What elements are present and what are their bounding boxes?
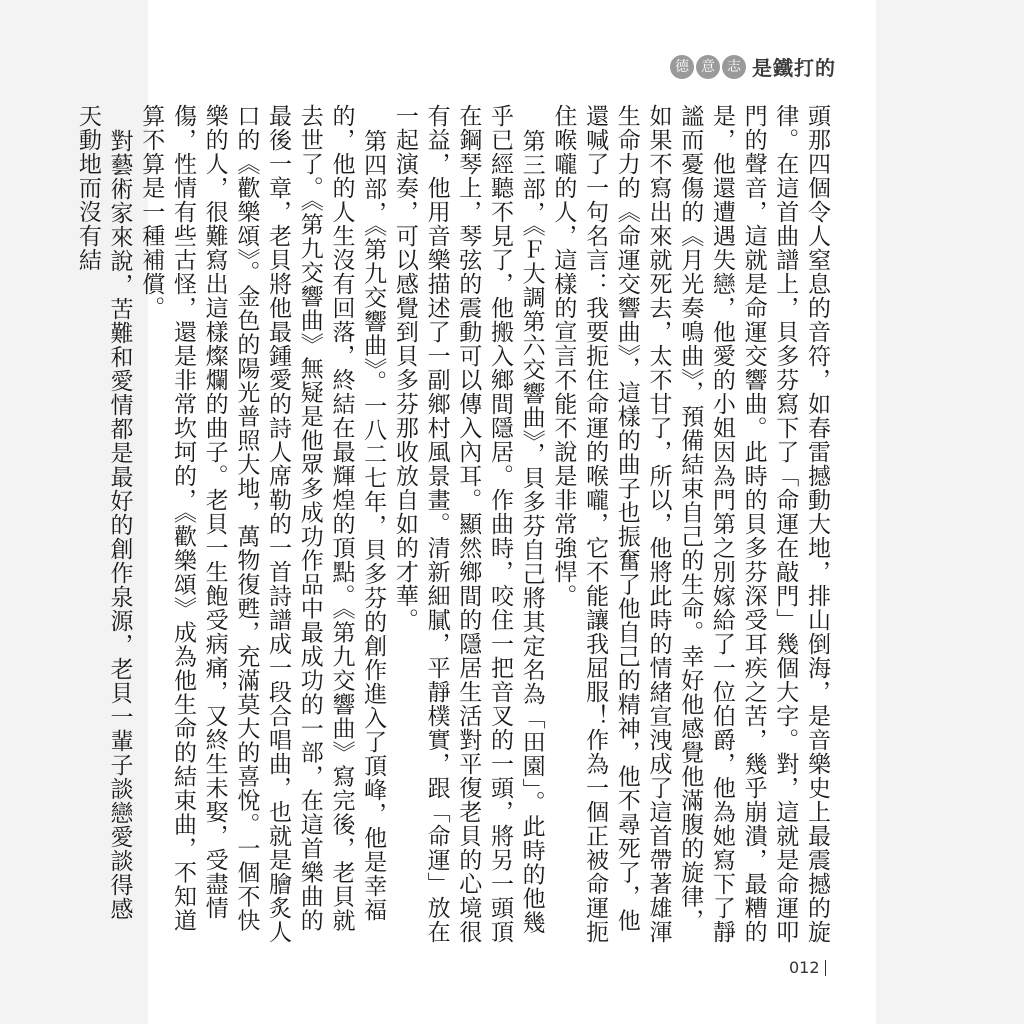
running-header: [670, 52, 836, 81]
paragraph-4: 對藝術家來說，苦難和愛情都是最好的創作泉源，老貝一輩子談戀愛談得感天動地而沒有結: [74, 104, 133, 922]
header-badge-2: 意: [696, 55, 720, 79]
header-badge-3: 志: [722, 55, 746, 79]
paragraph-2: 第三部，《Ｆ大調第六交響曲》，貝多芬自己將其定名為「田園」。此時的他幾乎已經聽不見了，他搬入鄉間隱居。作曲時，咬住一把音叉的一頭，將另一頭頂在鋼琴上，琴弦的震動可以傳入內耳。顯然鄉間的隱居生活對平復老貝的心境很有益，他用音樂描述了一副鄉村風景畫。清新細膩，平靜樸實，跟「命運」放在一起演奏，可以感覺到貝多芬那收放自如的才華。: [391, 104, 545, 944]
paragraph-3: 第四部，《第九交響曲》。一八二七年，貝多芬的創作進入了頂峰，他是幸福的，他的人生沒有回落，終結在最輝煌的頂點。《第九交響曲》寫完後，老貝就去世了。《第九交響曲》無疑是他眾多成功作品中最成功的一部，在這首樂曲的最後一章，老貝將他最鍾愛的詩人席勒的一首詩譜成一段合唱曲，也就是膾炙人口的《歡樂頌》。金色的陽光普照大地，萬物復甦，充滿莫大的喜悅。一個不快樂的人，很難寫出這樣燦爛的曲子。老貝一生飽受病痛，又終生未娶，受盡情傷，性情有些古怪，還是非常坎坷的，《歡樂頌》成為他生命的結束曲，不知道算不算是一種補償。: [138, 104, 387, 944]
header-badge-1: 德: [670, 55, 694, 79]
page-number-divider: [825, 960, 827, 976]
book-page: [74, 0, 876, 1024]
header-title-rest: 是鐵打的: [752, 56, 836, 80]
body-text: [74, 104, 832, 944]
page-number: [789, 958, 826, 977]
page-number-text: 012: [788, 958, 820, 977]
paragraph-1: 頭那四個令人窒息的音符，如春雷撼動大地，排山倒海，是音樂史上最震撼的旋律。在這首曲譜上，貝多芬寫下了「命運在敲門」幾個大字。對，這就是命運叩門的聲音，這就是命運交響曲。此時的貝多芬深受耳疾之苦，幾乎崩潰，最糟的是，他還遭遇失戀，他愛的小姐因為門第之別嫁給了一位伯爵，他為她寫下了靜謐而憂傷的《月光奏鳴曲》，預備結束自己的生命。幸好他感覺他滿腹的旋律，如果不寫出來就死去，太不甘了，所以，他將此時的情緒宣洩成了這首帶著雄渾生命力的《命運交響曲》，這樣的曲子也振奮了他自己的精神，他不尋死了，他還喊了一句名言：我要扼住命運的喉嚨，它不能讓我屈服！作為一個正被命運扼住喉嚨的人，這樣的宣言不能不說是非常強悍。: [550, 104, 830, 944]
